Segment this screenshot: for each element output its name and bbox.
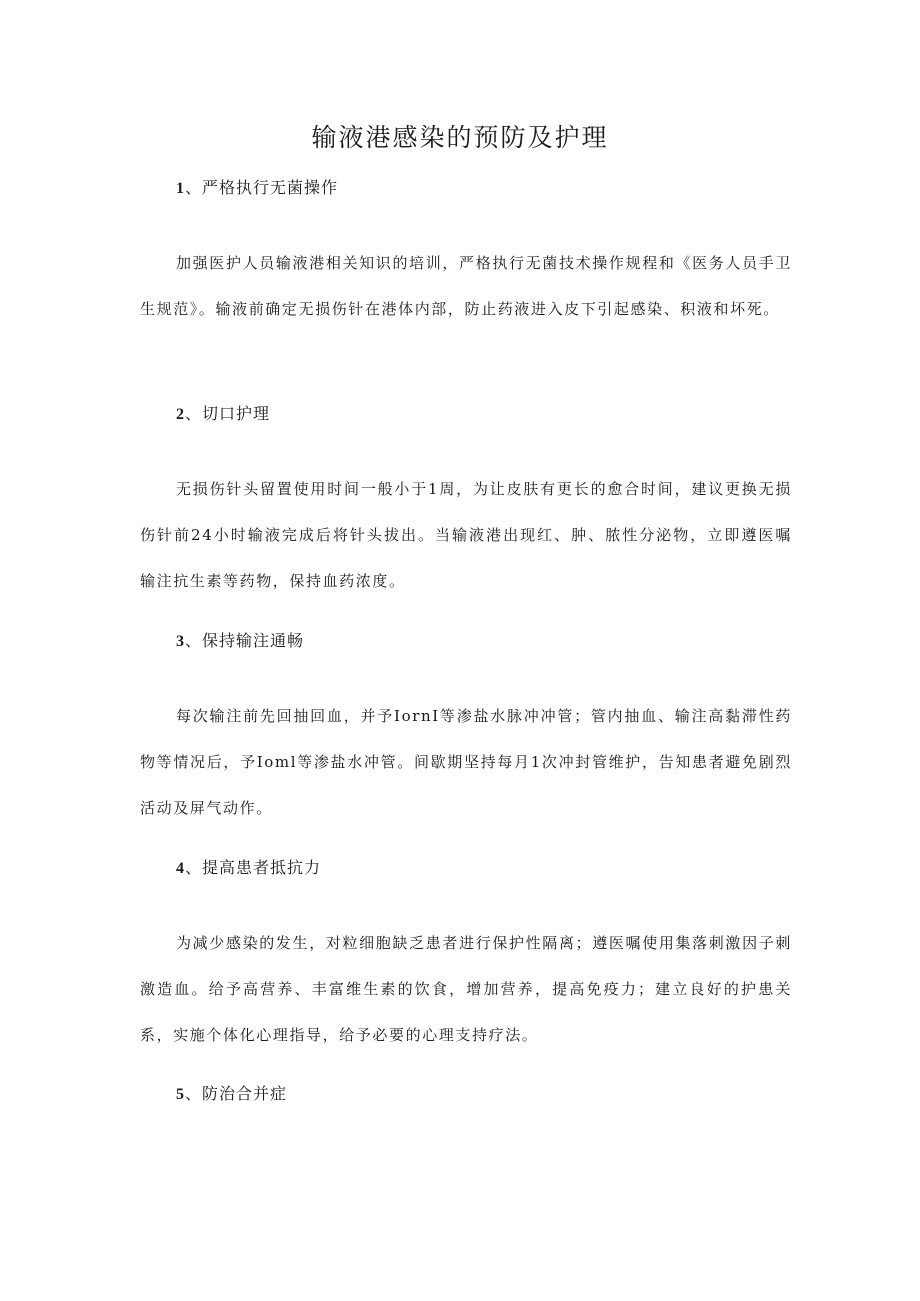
section-body-2: 无损伤针头留置使用时间一般小于1周，为让皮肤有更长的愈合时间，建议更换无损伤针前24小时输液完成后将针头拔出。当输液港出现红、肿、脓性分泌物，立即遵医嘱输注抗生素等药物，保持血药浓度。 xyxy=(140,480,792,590)
section-number: 1 xyxy=(176,180,185,197)
section-heading-2 xyxy=(176,402,270,427)
section-number: 2 xyxy=(176,406,185,423)
section-heading-1 xyxy=(176,176,338,201)
section-body-4: 为减少感染的发生，对粒细胞缺乏患者进行保护性隔离；遵医嘱使用集落刺激因子刺激造血。给予高营养、丰富维生素的饮食，增加营养，提高免疫力；建立良好的护患关系，实施个体化心理指导，给予必要的心理支持疗法。 xyxy=(140,934,792,1044)
section-body-3: 每次输注前先回抽回血，并予IornI等渗盐水脉冲冲管；管内抽血、输注高黏滞性药物等情况后，予Ioml等渗盐水冲管。间歇期坚持每月1次冲封管维护，告知患者避免剧烈活动及屏气动作。 xyxy=(140,707,792,817)
section-heading-text: 、切口护理 xyxy=(185,404,271,423)
section-number: 3 xyxy=(176,633,185,650)
section-body-1: 加强医护人员输液港相关知识的培训，严格执行无菌技术操作规程和《医务人员手卫生规范》。输液前确定无损伤针在港体内部，防止药液进入皮下引起感染、积液和坏死。 xyxy=(140,254,792,318)
document-title: 输液港感染的预防及护理 xyxy=(311,123,609,152)
section-number: 4 xyxy=(176,860,185,877)
section-heading-text: 、防治合并症 xyxy=(185,1084,288,1103)
section-heading-4 xyxy=(176,856,321,881)
section-heading-text: 、严格执行无菌操作 xyxy=(185,178,339,197)
section-heading-3 xyxy=(176,629,304,654)
section-heading-text: 、保持输注通畅 xyxy=(185,631,305,650)
section-heading-5 xyxy=(176,1082,287,1107)
section-number: 5 xyxy=(176,1086,185,1103)
section-heading-text: 、提高患者抵抗力 xyxy=(185,858,322,877)
